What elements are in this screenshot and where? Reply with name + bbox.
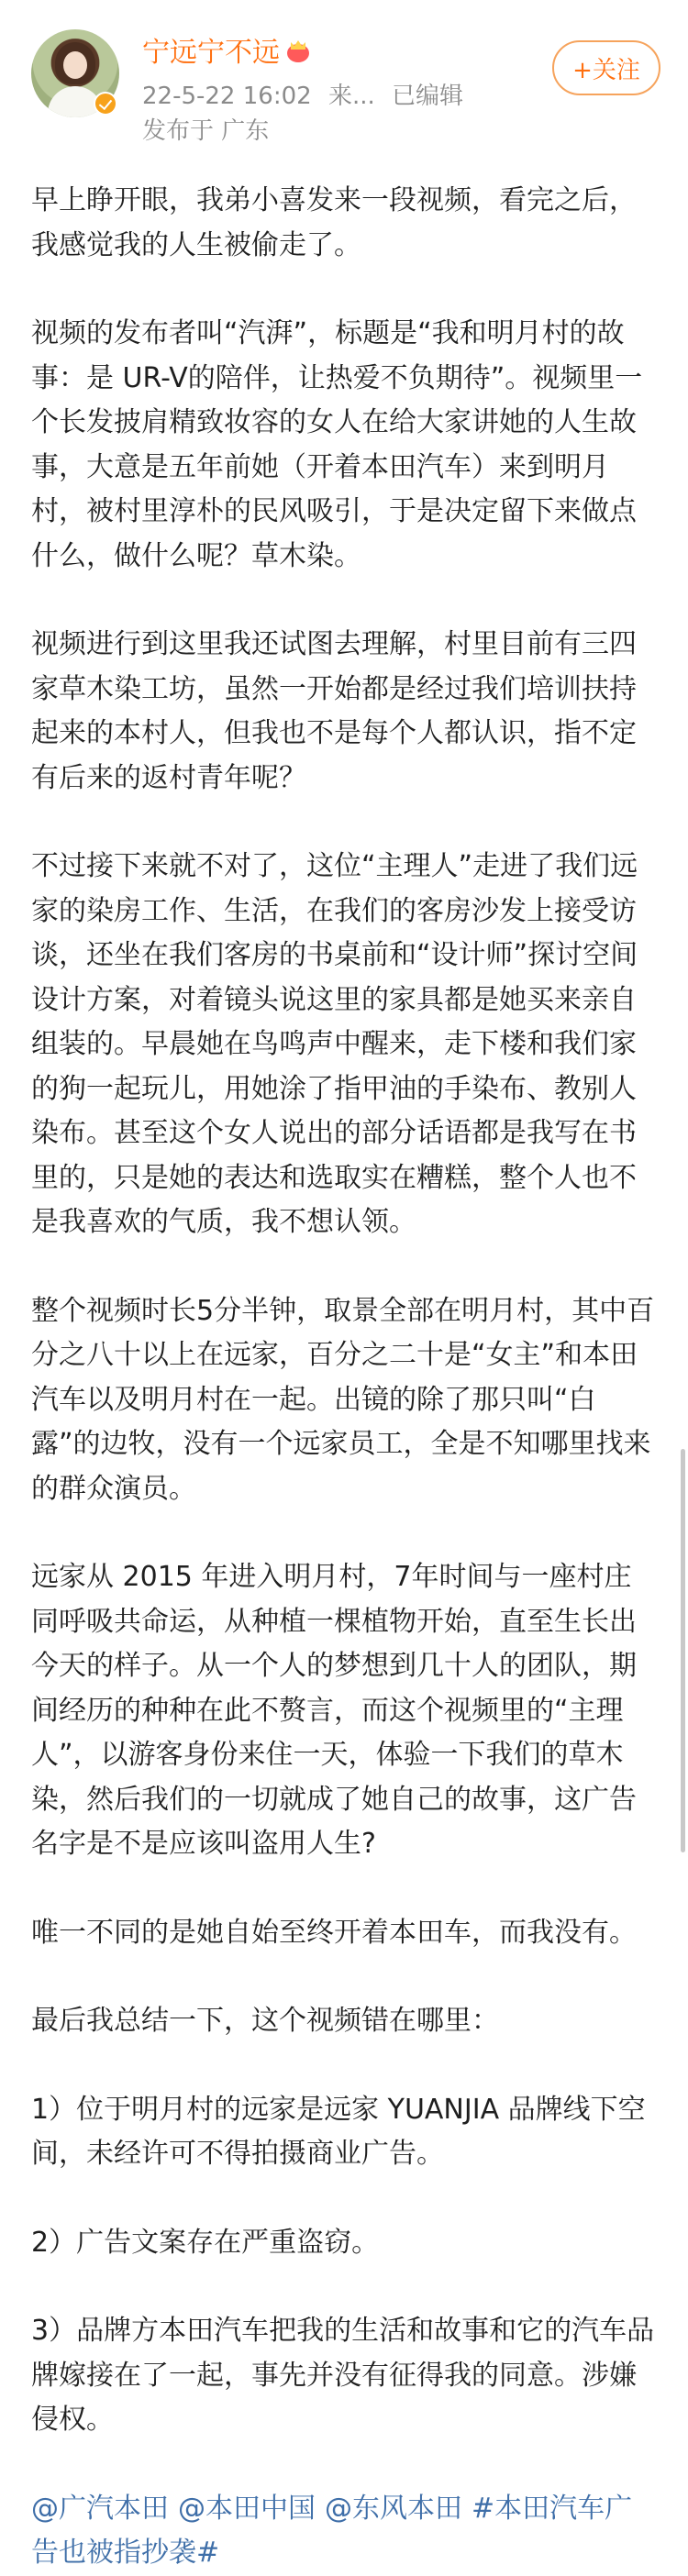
post-paragraph: 远家从 2015 年进入明月村，7年时间与一座村庄同呼吸共命运，从种植一棵植物开始，直至生长出今天的样子。从一个人的梦想到几十人的团队，期间经历的种种在此不赘言，而这个视频里的“主理人”，以游客身份来住一天，体验一下我们的草木染，然后我们的一切就成了她自己的故事，这广告名字是不是应该叫盗用人生? [31, 1561, 637, 1860]
author-name[interactable]: 宁远宁不远 [142, 37, 280, 69]
post-paragraph: 2）广告文案存在严重盗窃。 [31, 2226, 380, 2259]
post-date: 22-5-22 16:02 [142, 83, 312, 110]
mention-link[interactable]: @广汽本田 [31, 2492, 169, 2525]
mention-link[interactable]: @本田中国 [178, 2492, 316, 2525]
post-paragraph: 1）位于明月村的远家是远家 YUANJIA 品牌线下空间，未经许可不得拍摄商业广告。 [31, 2093, 646, 2170]
post-paragraph: 视频的发布者叫“汽湃”，标题是“我和明月村的故事：是 UR-V的陪伴，让热爱不负期待”。视频里一个长发披肩精致妆容的女人在给大家讲她的人生故事，大意是五年前她（开着本田汽车）来到明月村，被村里淳朴的民风吸引，于是决定留下来做点什么，做什么呢？草木染。 [31, 317, 643, 572]
post-body [31, 179, 657, 2576]
verified-badge-icon [94, 92, 117, 116]
author-name-row [142, 35, 313, 72]
vip-crown-icon [285, 40, 313, 66]
post-location: 发布于 广东 [142, 117, 270, 145]
post-edited[interactable]: 已编辑 [392, 83, 464, 110]
post-source: 来... [327, 83, 375, 110]
post-paragraph: 不过接下来就不对了，这位“主理人”走进了我们远家的染房工作、生活，在我们的客房沙发上接受访谈，还坐在我们客房的书桌前和“设计师”探讨空间设计方案，对着镜头说这里的家具都是她买来亲自组装的。早晨她在鸟鸣声中醒来，走下楼和我们家的狗一起玩儿，用她涂了指甲油的手染布、教别人染布。甚至这个女人说出的部分话语都是我写在书里的，只是她的表达和选取实在糟糕，整个人也不是我喜欢的气质，我不想认领。 [31, 850, 638, 1238]
post-paragraph: 整个视频时长5分半钟，取景全部在明月村，其中百分之八十以上在远家，百分之二十是“女主”和本田汽车以及明月村在一起。出镜的除了那只叫“白露”的边牧，没有一个远家员工，全是不知哪里找来的群众演员。 [31, 1294, 655, 1505]
mention-link[interactable]: @东风本田 [325, 2492, 462, 2525]
post-paragraph: 唯一不同的是她自始至终开着本田车，而我没有。 [31, 1916, 637, 1949]
post-paragraph: 最后我总结一下，这个视频错在哪里： [31, 2005, 499, 2037]
post-meta [142, 81, 472, 112]
follow-button[interactable]: +关注 [552, 40, 660, 95]
post-header [0, 0, 688, 160]
scrollbar[interactable] [681, 1449, 685, 1852]
hashtag-link[interactable]: #本田汽车广告也被指抄袭# [31, 2492, 633, 2569]
post-tags [31, 2487, 657, 2576]
post-paragraph: 3）品牌方本田汽车把我的生活和故事和它的汽车品牌嫁接在了一起，事先并没有征得我的同意。涉嫌侵权。 [31, 2315, 655, 2436]
post-paragraph: 早上睁开眼，我弟小喜发来一段视频，看完之后，我感觉我的人生被偷走了。 [31, 184, 637, 261]
post-paragraph: 视频进行到这里我还试图去理解，村里目前有三四家草木染工坊，虽然一开始都是经过我们培训扶持起来的本村人，但我也不是每个人都认识，指不定有后来的返村青年呢？ [31, 628, 637, 794]
avatar-face [63, 51, 87, 79]
